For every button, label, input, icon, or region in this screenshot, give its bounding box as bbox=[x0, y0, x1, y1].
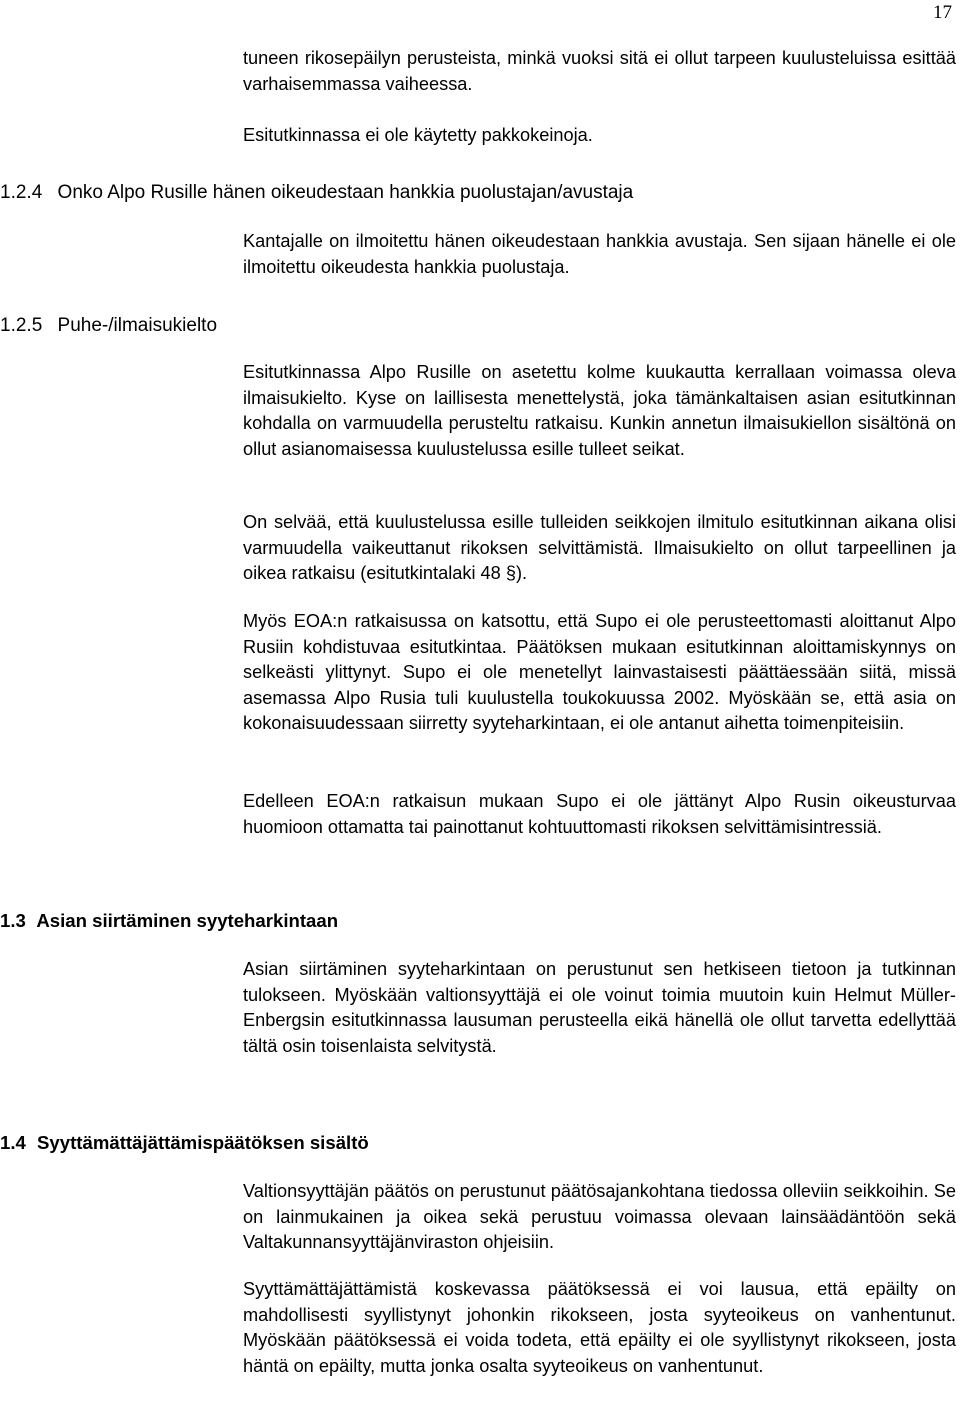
paragraph-eoa-legal-protection: Edelleen EOA:n ratkaisun mukaan Supo ei ole jättänyt Alpo Rusin oikeusturvaa huomioon ottamatta tai painottanut kohtuuttomasti rikoksen selvittämisintressiä. bbox=[243, 791, 956, 837]
heading-1-3 bbox=[0, 908, 338, 933]
heading-number: 1.2.5 bbox=[0, 315, 43, 336]
paragraph-no-coercive-measures: Esitutkinnassa ei ole käytetty pakkokeinoja. bbox=[243, 125, 593, 145]
heading-1-2-5 bbox=[0, 313, 217, 338]
heading-number: 1.2.4 bbox=[0, 182, 43, 203]
paragraph-eoa-decision: Myös EOA:n ratkaisussa on katsottu, että Supo ei ole perusteettomasti aloittanut Alpo Rusiin kohdistuvaa esitutkintaa. Päätöksen mukaan esitutkinnan aloittamiskynnys on selkeästi ylittynyt. Supo ei ole menetellyt lainvastaisesti päättäessään siitä, missä asemassa Alpo Rusia tuli kuulustella toukokuussa 2002. Myöskään se, että asia on kokonaisuudessaan siirretty syyteharkintaan, ei ole antanut aihetta toimenpiteisiin. bbox=[243, 611, 956, 734]
heading-number: 1.3 bbox=[0, 910, 26, 931]
heading-number: 1.4 bbox=[0, 1132, 26, 1153]
heading-text: Puhe-/ilmaisukielto bbox=[57, 315, 218, 336]
heading-text: Syyttämättäjättämispäätöksen sisältö bbox=[37, 1132, 369, 1153]
paragraph-non-prosecution-content: Syyttämättäjättämistä koskevassa päätöksessä ei voi lausua, että epäilty on mahdollisesti syyllistynyt johonkin rikokseen, josta syyteoikeus on vanhentunut. Myöskään päätöksessä ei voida todeta, että epäilty ei ole syyllistynyt rikokseen, josta häntä on epäilty, mutta jonka osalta syyteoikeus on vanhentunut. bbox=[243, 1279, 956, 1376]
heading-text: Asian siirtäminen syyteharkintaan bbox=[36, 910, 339, 931]
paragraph-gag-order: Esitutkinnassa Alpo Rusille on asetettu kolme kuukautta kerrallaan voimassa oleva ilmaisukielto. Kyse on laillisesta menettelystä, joka tämänkaltaisen asian esitutkinnan kohdalla on varmuudella perusteltu ratkaisu. Kunkin annetun ilmaisukiellon sisältönä on ollut asianomaisessa kuulustelussa esille tulleet seikat. bbox=[243, 362, 956, 459]
paragraph-gag-order-justification: On selvää, että kuulustelussa esille tulleiden seikkojen ilmitulo esitutkinnan aikana olisi varmuudella vaikeuttanut rikoksen selvittämistä. Ilmaisukielto on ollut tarpeellinen ja oikea ratkaisu (esitutkintalaki 48 §). bbox=[243, 512, 956, 584]
page-number: 17 bbox=[933, 2, 952, 23]
heading-1-2-4 bbox=[0, 180, 633, 205]
paragraph-right-to-counsel: Kantajalle on ilmoitettu hänen oikeudestaan hankkia avustaja. Sen sijaan hänelle ei ole ilmoitettu oikeudesta hankkia puolustaja. bbox=[243, 231, 956, 277]
heading-text: Onko Alpo Rusille hänen oikeudestaan hankkia puolustajan/avustaja bbox=[57, 182, 634, 203]
paragraph-prosecutor-decision: Valtionsyyttäjän päätös on perustunut päätösajankohtana tiedossa olleviin seikkoihin. Se on lainmukainen ja oikea sekä perustuu voimassa olevaan lainsäädäntöön sekä Valtakunnansyyttäjänviraston ohjeisiin. bbox=[243, 1181, 956, 1253]
heading-1-4 bbox=[0, 1130, 369, 1155]
paragraph-prosecution-transfer: Asian siirtäminen syyteharkintaan on perustunut sen hetkiseen tietoon ja tutkinnan tulokseen. Myöskään valtionsyyttäjä ei ole voinut toimia muutoin kuin Helmut Müller-Enbergsin esitutkinnassa lausuman perusteella eikä hänellä ole ollut tarvetta edellyttää tältä osin toisenlaista selvitystä. bbox=[243, 959, 956, 1056]
paragraph-prior-suspicion: tuneen rikosepäilyn perusteista, minkä vuoksi sitä ei ollut tarpeen kuulusteluissa esittää varhaisemmassa vaiheessa. bbox=[243, 48, 956, 94]
